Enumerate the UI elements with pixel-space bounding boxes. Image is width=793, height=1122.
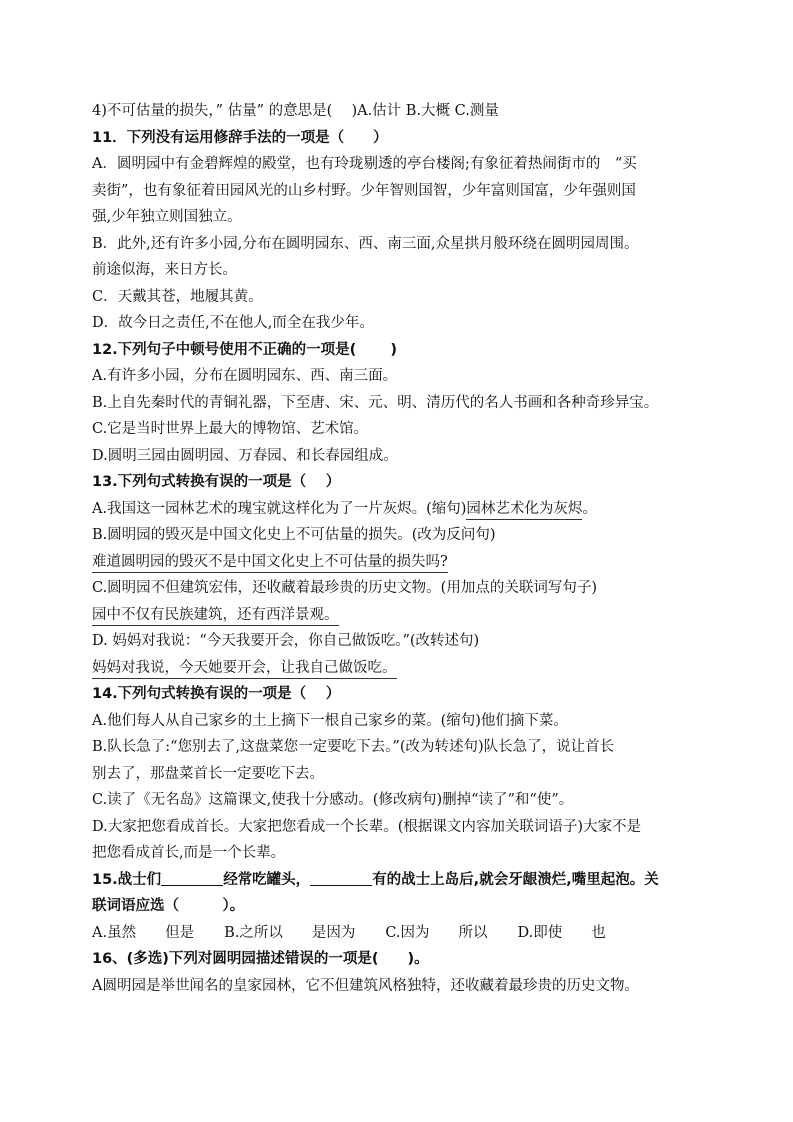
q10-subitem-4: 4)不可估量的损失，” 估量” 的意思是( )A.估计 B.大概 C.测量 [92,103,499,119]
q13-option-a-end: 。 [582,500,597,517]
q15-option-d: D.即使 也 [517,924,606,941]
q16-title: 16、(多选)下列对圆明园描述错误的一项是( )。 [92,951,429,967]
q13-option-a-text: A.我国这一园林艺术的瑰宝就这样化为了一片灰烬。(缩句) [92,500,467,517]
q11-option-c: C．天戴其苍，地履其黄。 [92,288,263,305]
q13-option-d-text: D. 妈妈对我说：“今天我要开会，你自己做饭吃。”(改转述句) [92,633,480,649]
q13-option-c-text: C.圆明园不但建筑宏伟，还收藏着最珍贵的历史文物。(用加点的关联词写句子) [92,580,597,596]
q13-option-b-answer: 难道圆明园的毁灭不是中国文化史上不可估量的损失吗? [92,553,448,573]
q13-option-d-answer-line [92,655,712,682]
q11-title: 11．下列没有运用修辞手法的一项是（ ） [92,129,388,146]
q13-option-b-text: B.圆明园的毁灭是中国文化史上不可估量的损失。(改为反问句) [92,527,496,543]
q13-option-d-answer: 妈妈对我说，今天她要开会，让我自己做饭吃。 [92,659,397,679]
q11-option-a-line3: 强,少年独立则国独立。 [92,209,242,225]
q14-title: 14.下列句式转换有误的一项是（ ） [92,686,341,702]
document-content [92,98,712,999]
q11-option-a-line1: A．圆明园中有金碧辉煌的殿堂，也有玲珑剔透的亭台楼阁;有象征着热闹街市的 “买 [92,156,637,172]
q13-title: 13.下列句式转换有误的一项是（ ） [92,474,341,490]
q12-option-c: C.它是当时世界上最大的博物馆、艺术馆。 [92,421,369,437]
q15-part3: 有的战士上岛后,就会牙龈溃烂,嘴里起泡。关 [372,871,659,888]
q12-option-a: A.有许多小园，分布在圆明园东、西、南三面。 [92,368,398,384]
q15-options [92,920,712,947]
q13-option-a-answer: 园林艺术化为灰烬 [466,500,582,520]
q15-option-b: B.之所以 是因为 [224,924,356,941]
q11-option-b-line2: 前途似海，来日方长。 [92,262,237,278]
q13-option-b-answer-line [92,549,712,576]
q13-option-c-answer: 园中不仅有民族建筑，还有西洋景观。 [92,606,339,626]
q14-option-d-line2: 把您看成首长,而是一个长辈。 [92,845,286,861]
q14-option-b-line2: 别去了，那盘菜首长一定要吃下去。 [92,765,324,782]
q15-option-a: A.虽然 但是 [92,924,195,941]
q13-option-c-answer-line [92,602,712,629]
q16-option-a: A圆明园是举世闻名的皇家园林，它不但建筑风格独特，还收藏着最珍贵的历史文物。 [92,977,639,994]
q15-blank-2 [310,869,372,886]
q12-title: 12.下列句子中顿号使用不正确的一项是( ) [92,341,397,358]
q14-option-a: A.他们每人从自己家乡的土上摘下一根自己家乡的菜。(缩句)他们摘下菜。 [92,712,568,729]
q15-option-c: C.因为 所以 [385,924,488,941]
q11-option-d: D．故今日之责任,不在他人,而全在我少年。 [92,315,374,331]
q14-option-b-line1: B.队长急了:“您别去了,这盘菜您一定要吃下去。”(改为转述句)队长急了，说让首长 [92,739,615,755]
q14-option-c: C.读了《无名岛》这篇课文,使我十分感动。(修改病句)删掉“读了”和“使”。 [92,792,574,808]
q11-option-a-line2: 卖街”，也有象征着田园风光的山乡村野。少年智则国智，少年富则国富，少年强则国 [92,182,636,199]
q12-option-d: D.圆明三园由圆明园、万春园、和长春园组成。 [92,447,398,464]
q11-option-b-line1: B．此外,还有许多小园,分布在圆明园东、西、南三面,众星拱月般环绕在圆明园周围。 [92,235,639,252]
q12-option-b: B.上自先秦时代的青铜礼器，下至唐、宋、元、明、清历代的名人书画和各种奇珍异宝。 [92,394,659,411]
q14-option-d-line1: D.大家把您看成首长。大家把您看成一个长辈。(根据课文内容加关联词语子)大家不是 [92,818,642,835]
q15-blank-1 [161,869,223,886]
q15-part2: 经常吃罐头， [223,871,311,888]
q13-option-a [92,496,712,523]
q15-title-line2: 联词语应选（ ）。 [92,898,245,914]
q15-title-line1 [92,867,712,894]
q15-part1: 15.战士们 [92,871,162,888]
